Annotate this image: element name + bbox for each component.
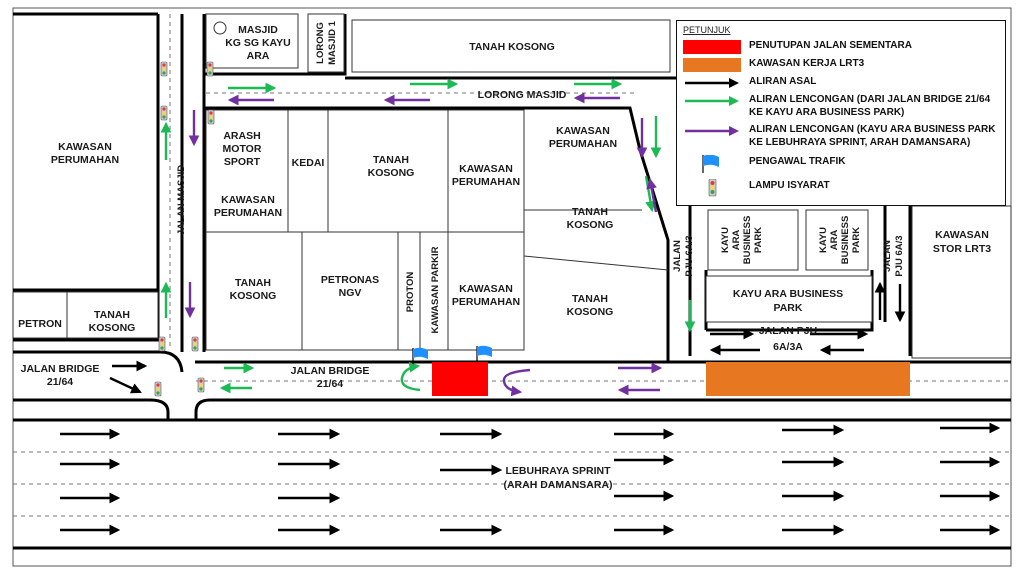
tanah-kosong-left-label: TANAH KOSONG: [88, 309, 136, 334]
purple-arrow-icon: [683, 123, 741, 139]
traffic-marshal-flag-icon: [477, 346, 492, 362]
kayu-ara-bp-2-label: KAYUARABUSINESSPARK: [818, 215, 862, 265]
temporary-road-closure: [432, 362, 488, 396]
legend-panel: [676, 20, 1006, 206]
lorong-masjid-1-block: [308, 14, 344, 72]
legend-item-green-detour: [683, 93, 999, 119]
masjid-label: MASJID KG SG KAYU ARA: [225, 24, 291, 62]
lebuhraya-sprint-label: LEBUHRAYA SPRINT (ARAH DAMANSARA): [503, 465, 613, 491]
black-arrow-icon: [683, 75, 741, 91]
kayu-ara-bp-1-label: KAYUARABUSINESSPARK: [720, 215, 764, 265]
kawasan-perumahan-c-label: KAWASAN PERUMAHAN: [548, 125, 618, 150]
kedai-label: KEDAI: [291, 157, 325, 169]
legend-item-road-closure: [683, 39, 999, 55]
legend-item-work-zone: [683, 57, 999, 73]
traffic-light-icon: [207, 62, 213, 76]
legend-item-traffic-light: [683, 179, 999, 195]
kayu-ara-bp-main-label: KAYU ARA BUSINESS PARK: [732, 288, 844, 314]
jalan-bridge-mid-label: JALAN BRIDGE 21/64: [290, 365, 370, 390]
detour-arrow: [402, 366, 420, 390]
kedai-block: [288, 110, 328, 232]
traffic-light-icon: [198, 378, 204, 392]
tanah-kosong-mid-label: TANAH KOSONG: [367, 154, 415, 179]
tanah-kosong-a-label: TANAH KOSONG: [229, 277, 277, 302]
kawasan-parkir-label: KAWASAN PARKIR: [430, 246, 441, 334]
petron-label: PETRON: [18, 318, 62, 330]
traffic-light-icon: [159, 337, 165, 351]
jalan-pju-6a3a-label: JALAN PJU 6A/3A: [758, 325, 818, 353]
legend-label: ALIRAN ASAL: [749, 76, 817, 87]
tanah-kosong-b-label: TANAH KOSONG: [566, 293, 614, 318]
legend-label: PENGAWAL TRAFIK: [749, 156, 846, 167]
legend-label: ALIRAN LENCONGAN (DARI JALAN BRIDGE 21/64 KE KAYU ARA BUSINESS PARK): [749, 94, 991, 118]
traffic-light-icon: [208, 110, 214, 124]
jalan-bridge-left-label: JALAN BRIDGE 21/64: [20, 363, 100, 388]
work-zone-swatch: [683, 57, 741, 73]
traffic-light-icon: [155, 382, 161, 396]
traffic-marshal-flag-icon: [683, 155, 741, 171]
lorong-masjid-1-label: LORONGMASJID 1: [315, 21, 338, 65]
traffic-light-icon: [161, 106, 167, 120]
lorong-masjid-label: LORONG MASJID: [477, 89, 567, 101]
traffic-light-icon: [161, 62, 167, 76]
arash-motor-sport-label: ARASH MOTOR SPORT: [222, 130, 262, 168]
petron-block: [13, 292, 67, 338]
jalan-pju-6a3-left-label: JALANPJU 6A/3: [672, 235, 695, 277]
legend-label: KAWASAN KERJA LRT3: [749, 58, 865, 69]
legend-label: ALIRAN LENCONGAN (KAYU ARA BUSINESS PARK KE LEBUHRAYA SPRINT, ARAH DAMANSARA): [749, 124, 996, 148]
kawasan-perumahan-d-label: KAWASAN PERUMAHAN: [451, 283, 521, 308]
kawasan-perumahan-a-label: KAWASAN PERUMAHAN: [213, 194, 283, 219]
jalan-pju-6a3-right-label: JALANPJU 6A/3: [882, 235, 905, 277]
traffic-light-icon: [192, 337, 198, 351]
flow-arrow: [110, 378, 140, 392]
lrt3-work-zone: [706, 362, 910, 396]
jalan-masjid-label: JALAN MASJID: [176, 164, 187, 236]
kawasan-perumahan-b-label: KAWASAN PERUMAHAN: [451, 163, 521, 188]
tanah-kosong-right-label: TANAH KOSONG: [566, 206, 614, 231]
legend-item-original-flow: [683, 75, 999, 91]
tanah-kosong-top-label: TANAH KOSONG: [469, 41, 555, 53]
green-arrow-icon: [683, 93, 741, 109]
kawasan-perumahan-left-label: KAWASAN PERUMAHAN: [50, 141, 120, 166]
petronas-ngv-label: PETRONAS NGV: [320, 274, 380, 299]
proton-label: PROTON: [405, 271, 416, 313]
legend-label: LAMPU ISYARAT: [749, 180, 830, 191]
kawasan-stor-lrt3-label: KAWASAN STOR LRT3: [932, 229, 992, 255]
mosque-dome-icon: [214, 22, 226, 34]
legend-label: PENUTUPAN JALAN SEMENTARA: [749, 40, 912, 51]
legend-item-traffic-marshal: [683, 155, 999, 171]
legend-title: PETUNJUK: [683, 25, 731, 35]
road-closure-swatch: [683, 39, 741, 55]
legend-item-purple-detour: [683, 123, 999, 149]
traffic-light-icon: [683, 179, 741, 195]
